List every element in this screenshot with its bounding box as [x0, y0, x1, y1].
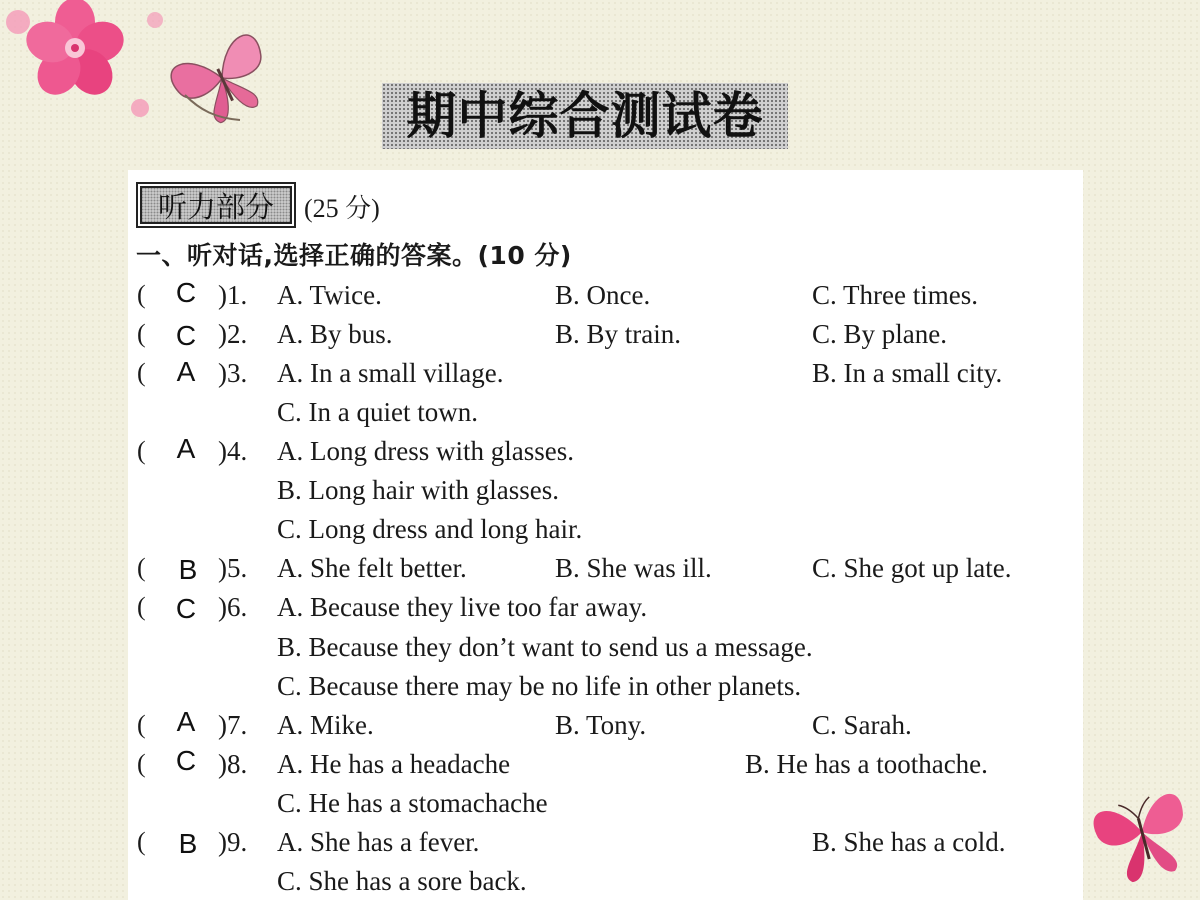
question-number: )7.: [218, 710, 248, 740]
answer-paren-open: (: [137, 710, 146, 739]
answer-paren-open: (: [137, 592, 146, 621]
question-number: )2.: [218, 319, 248, 349]
option-c: C. Long dress and long hair.: [277, 514, 583, 544]
option-c: C. Because there may be no life in other planets.: [277, 671, 802, 701]
question-number: )4.: [218, 436, 248, 466]
option-a: A. Twice.: [277, 280, 382, 310]
option-a: A. By bus.: [277, 319, 393, 349]
question-number: )1.: [218, 280, 248, 310]
option-a: A. He has a headache: [277, 749, 511, 779]
option-c: C. She got up late.: [812, 553, 1012, 583]
flower-butterfly-icon: [0, 0, 290, 150]
answer-paren-open: (: [137, 749, 146, 778]
answer-mark: C: [175, 320, 197, 351]
answer-mark: C: [175, 277, 197, 308]
option-a: A. She has a fever.: [277, 827, 480, 857]
option-b: B. Because they don’t want to send us a message.: [277, 632, 813, 662]
question-number: )3.: [218, 358, 248, 388]
option-a: A. She felt better.: [277, 553, 467, 583]
answer-paren-open: (: [137, 436, 146, 465]
option-c: C. Sarah.: [812, 710, 912, 740]
answer-mark: B: [178, 554, 198, 585]
page-title: [382, 83, 788, 149]
option-a: A. Because they live too far away.: [277, 592, 648, 622]
option-c: C. By plane.: [812, 319, 947, 349]
answer-mark: A: [176, 706, 196, 737]
part1-heading: 一、听对话,选择正确的答案。(10 分): [136, 241, 572, 270]
option-c: C. In a quiet town.: [277, 397, 478, 427]
title-text: 期中综合测试卷: [406, 87, 764, 145]
option-c: C. She has a sore back.: [277, 866, 527, 896]
section-score: (25 分): [304, 194, 380, 223]
question-number: )5.: [218, 553, 248, 583]
option-a: A. Long dress with glasses.: [277, 436, 574, 466]
answer-mark: A: [176, 356, 196, 387]
option-b: B. Long hair with glasses.: [277, 475, 559, 505]
answer-paren-open: (: [137, 358, 146, 387]
option-b: B. She was ill.: [555, 553, 712, 583]
question-number: )6.: [218, 592, 248, 622]
answer-mark: A: [176, 433, 196, 464]
question-number: )9.: [218, 827, 248, 857]
answer-paren-open: (: [137, 319, 146, 348]
section-label: 听力部分: [136, 182, 296, 228]
option-c: C. Three times.: [812, 280, 978, 310]
option-a: A. In a small village.: [277, 358, 504, 388]
option-b: B. In a small city.: [812, 358, 1003, 388]
answer-paren-open: (: [137, 553, 146, 582]
option-b: B. He has a toothache.: [745, 749, 988, 779]
option-b: B. Tony.: [555, 710, 647, 740]
option-b: B. By train.: [555, 319, 681, 349]
option-b: B. She has a cold.: [812, 827, 1006, 857]
option-a: A. Mike.: [277, 710, 374, 740]
answer-mark: C: [175, 745, 197, 776]
answer-paren-open: (: [137, 827, 146, 856]
question-number: )8.: [218, 749, 248, 779]
answer-paren-open: (: [137, 280, 146, 309]
option-c: C. He has a stomachache: [277, 788, 548, 818]
answer-mark: B: [178, 828, 198, 859]
answer-mark: C: [175, 593, 197, 624]
butterfly-icon: [1080, 770, 1200, 900]
option-b: B. Once.: [555, 280, 651, 310]
